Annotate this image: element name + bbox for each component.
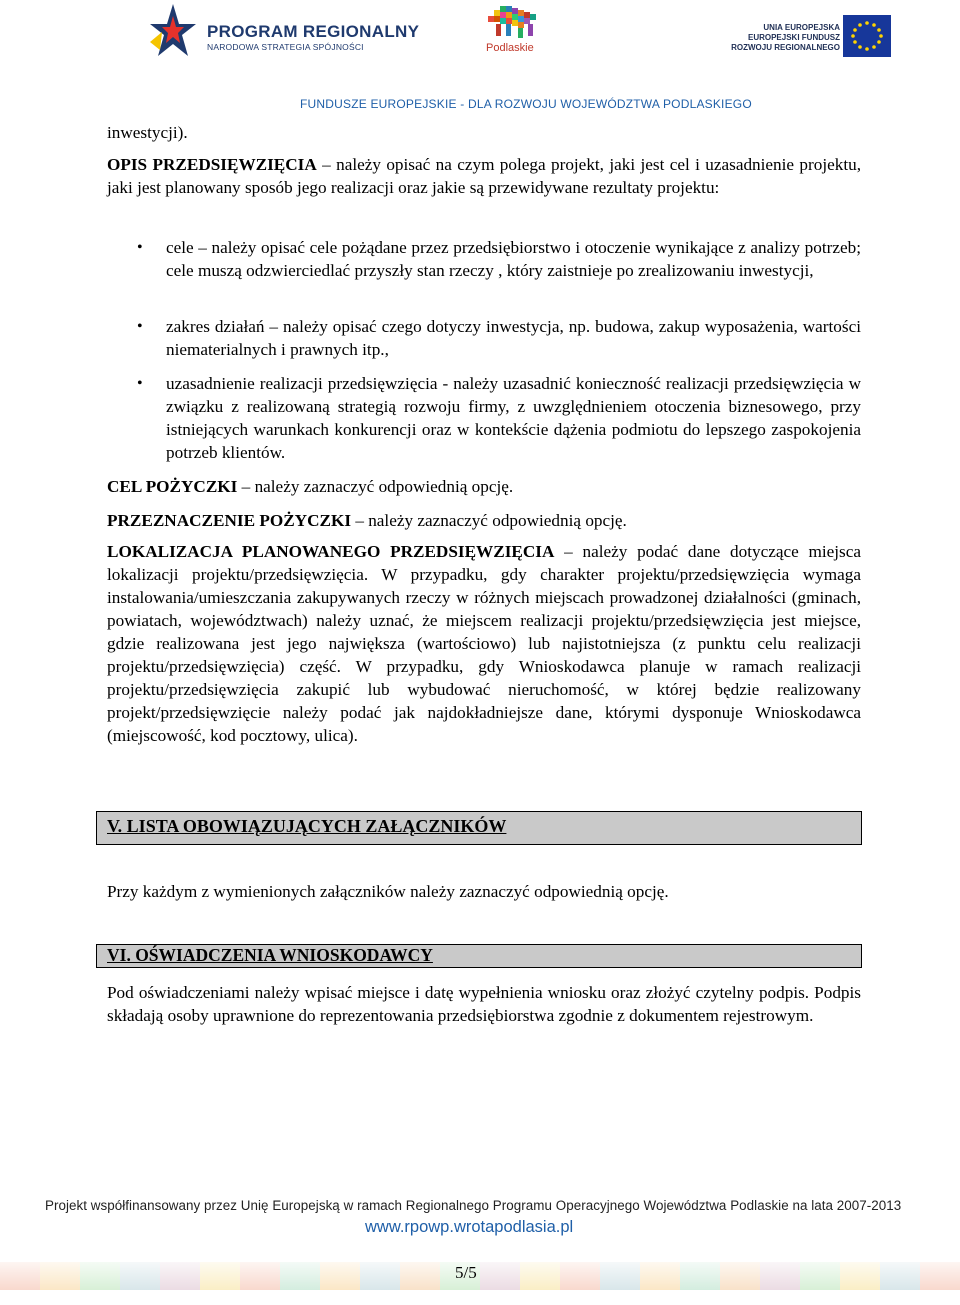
lokalizacja-heading: LOKALIZACJA PLANOWANEGO PRZEDSIĘWZIĘCIA — [107, 542, 555, 561]
cel-text: – należy zaznaczyć odpowiednią opcję. — [237, 477, 514, 496]
opis-text: – należy opisać na czym polega projekt, jaki jest cel i uzasadnienie projektu, jaki jest planowany sposób jego realizacji oraz jakie są przewidywane rezultaty projektu: — [107, 155, 861, 197]
cel-pozyczki-paragraph — [107, 475, 861, 498]
przeznaczenie-paragraph — [107, 509, 861, 532]
eu-label-line-3: ROZWOJU REGIONALNEGO — [731, 43, 840, 52]
footer-cofinancing-note: Projekt współfinansowany przez Unię Europejską w ramach Regionalnego Programu Operacyjnego Województwa Podlaskie na lata 2007-2013 — [45, 1198, 902, 1213]
przeznaczenie-text: – należy zaznaczyć odpowiednią opcję. — [351, 511, 627, 530]
list-item: zakres działań – należy opisać czego dotyczy inwestycja, np. budowa, zakup wyposażenia, wartości niematerialnych i prawnych itp., — [166, 317, 861, 359]
cel-heading: CEL POŻYCZKI — [107, 477, 238, 496]
opis-paragraph — [107, 153, 861, 199]
section-vi-text: Pod oświadczeniami należy wpisać miejsce i datę wypełnienia wniosku oraz złożyć czytelny podpis. Podpis składają osoby uprawnione do reprezentowania przedsiębiorstwa zgodnie z dokumentem rejestrowym. — [107, 983, 861, 1025]
bullet-symbol: • — [137, 239, 143, 256]
przeznaczenie-heading: PRZEZNACZENIE POŻYCZKI — [107, 511, 352, 530]
program-title: PROGRAM REGIONALNY — [207, 22, 420, 41]
program-regionalny-star-logo — [148, 2, 198, 64]
eu-label-line-1: UNIA EUROPEJSKA — [763, 23, 840, 32]
intro-tail-text: inwestycji). — [107, 123, 188, 142]
section-v-text: Przy każdym z wymienionych załączników należy zaznaczyć odpowiednią opcję. — [107, 882, 669, 901]
section-v-heading-box — [96, 811, 862, 845]
bullet-symbol: • — [137, 318, 143, 335]
footer-url-link[interactable]: www.rpowp.wrotapodlasia.pl — [365, 1218, 574, 1236]
list-item: uzasadnienie realizacji przedsięwzięcia - należy uzasadnić konieczność realizacji przedsięwzięcia w związku z realizowaną strategią rozwoju firmy, z uwzględnieniem otoczenia biznesowego, przy istniejących warunkach konkurencji oraz w kontekście dążenia podmiotu do lepszego zaspokojenia potrzeb klientów. — [166, 374, 861, 462]
lokalizacja-paragraph — [107, 540, 861, 747]
eu-label-line-2: EUROPEJSKI FUNDUSZ — [747, 33, 840, 42]
podlaskie-logo-text: Podlaskie — [486, 42, 534, 54]
footer-color-stripe — [0, 1262, 960, 1290]
page-number: 5/5 — [455, 1263, 477, 1282]
section-v-title: V. LISTA OBOWIĄZUJĄCYCH ZAŁĄCZNIKÓW — [107, 816, 507, 836]
podlaskie-bison-logo — [484, 2, 546, 42]
section-vi-title: VI. OŚWIADCZENIA WNIOSKODAWCY — [107, 945, 433, 965]
bullet-symbol: • — [137, 375, 143, 392]
opis-heading: OPIS PRZEDSIĘWZIĘCIA — [107, 155, 317, 174]
funds-tagline: FUNDUSZE EUROPEJSKIE - DLA ROZWOJU WOJEWÓDZTWA PODLASKIEGO — [300, 97, 752, 111]
list-item: cele – należy opisać cele pożądane przez przedsiębiorstwo i otoczenie wynikające z analizy potrzeb; cele muszą odzwierciedlać przyszły stan rzeczy , który zaistnieje po zrealizowaniu inwestycji, — [166, 238, 861, 280]
lokalizacja-text: – należy podać dane dotyczące miejsca lokalizacji projektu/przedsięwzięcia. W przypadku, gdy charakter projektu/przedsięwzięcia wymaga instalowania/umieszczania zakupywanych rzeczy w różnych miejscach prowadzonej działalności (gminach, powiatach, województwach) należy uznać, że miejscem realizacji projektu/przedsięwzięcia jest miejsce, gdzie realizowana jest jego największa (wartościowo) lub najistotniejsza (z punktu celu realizacji projektu/przedsięwzięcia) część. W przypadku, gdy Wnioskodawca planuje w ramach realizacji projektu/przedsięwzięcia zakupić lub wybudować nieruchomość, w której będzie realizowany projekt/przedsięwzięcie należy podać jak najdokładniejsze dane, którymi dysponuje Wnioskodawca (miejscowość, kod pocztowy, ulica). — [107, 542, 862, 745]
section-vi-heading-box — [96, 944, 862, 968]
program-subtitle: NARODOWA STRATEGIA SPÓJNOŚCI — [207, 42, 364, 52]
eu-flag-icon — [843, 15, 891, 57]
